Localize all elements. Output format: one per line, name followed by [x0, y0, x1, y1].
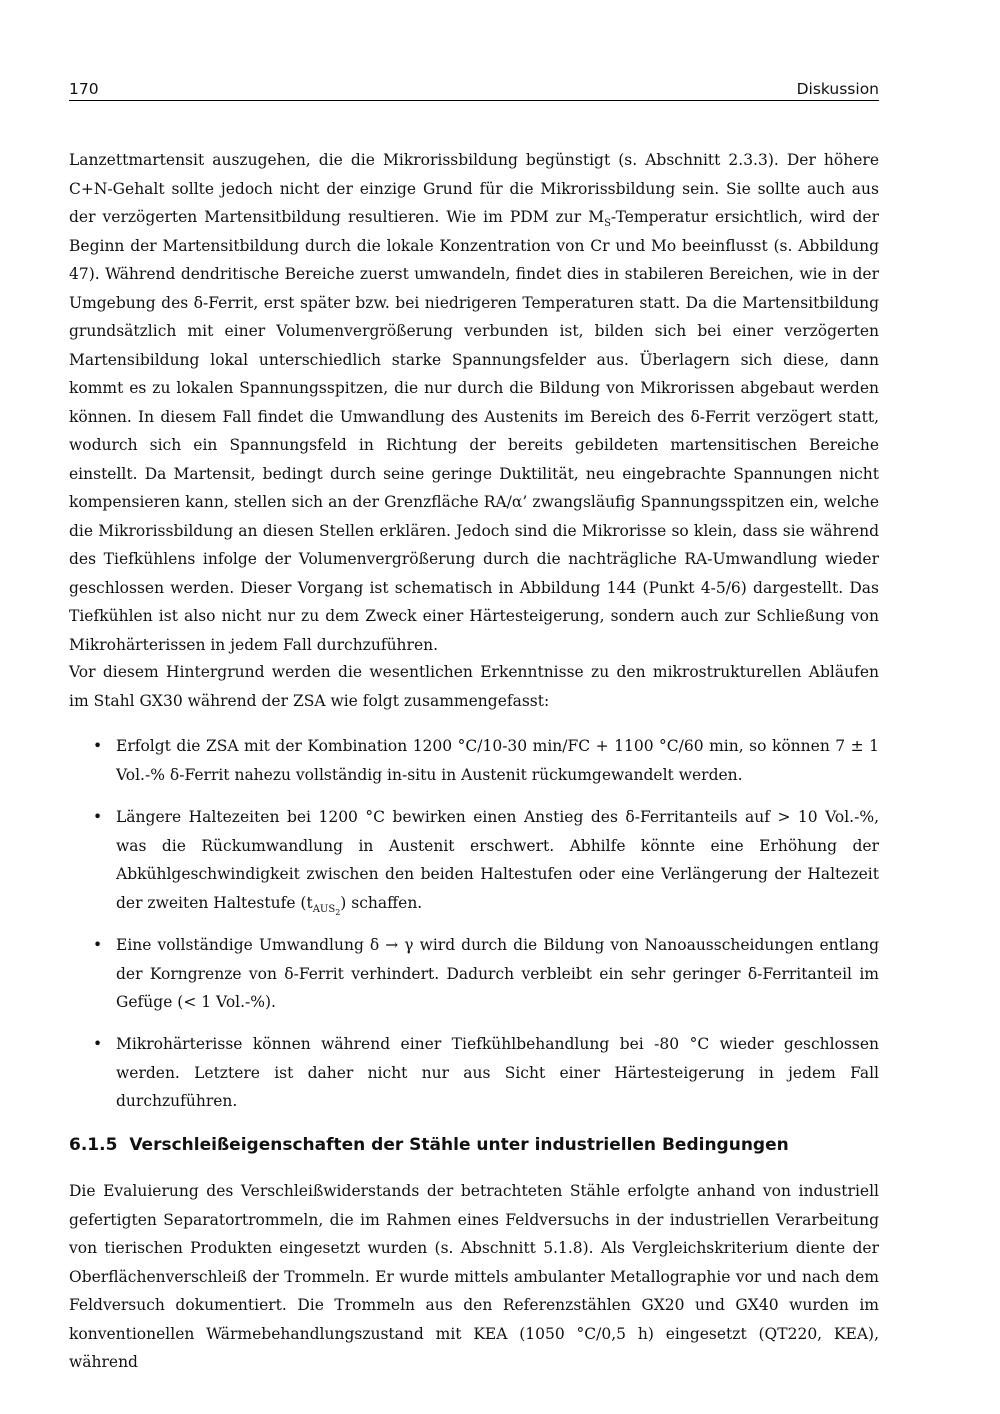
section-title-text: Verschleißeigenschaften der Stähle unter industriellen Bedingungen — [129, 1135, 789, 1155]
bullet-marker: • — [93, 1035, 103, 1053]
ms-subscript: S — [604, 218, 611, 230]
list-item-text: Längere Haltezeiten bei 1200 °C bewirken einen Anstieg des δ-Ferritanteils auf > 10 Vol.-%, was die Rückumwandlung in Austenit erschwert. Abhilfe könnte eine Erhöhung der Abkühlgeschwindigkeit zwischen den beiden Haltestufen oder eine Verlängerung der Haltezeit der zweiten Haltestufe (t — [116, 808, 879, 912]
paragraph-2-text: Vor diesem Hintergrund werden die wesentlichen Erkenntnisse zu den mikrostrukturellen Abläufen im Stahl GX30 während der ZSA wie folgt zusammengefasst: — [69, 663, 879, 710]
ms-symbol: M — [588, 208, 605, 226]
bullet-marker: • — [93, 737, 103, 755]
list-item-text-end: ) schaffen. — [340, 893, 423, 912]
list-item — [69, 803, 879, 917]
list-item — [69, 931, 879, 1016]
paragraph-1-text: Lanzettmartensit auszugehen, die die Mikrorissbildung begünstigt (s. Abschnitt 2.3.3). Der höhere C+N-Gehalt sollte jedoch nicht der einzige Grund für die Mikrorissbildung sein. Sie sollte auch aus der verzögerten Martensitbildung resultieren. Wie im PDM zur — [69, 151, 879, 226]
page-header — [69, 78, 879, 101]
list-item-text: Erfolgt die ZSA mit der Kombination 1200 °C/10-30 min/FC + 1100 °C/60 min, so können 7 ± 1 Vol.-% δ-Ferrit nahezu vollständig in-situ in Austenit rückumgewandelt werden. — [116, 737, 879, 784]
paragraph-1 — [69, 146, 879, 659]
bullet-marker: • — [93, 936, 103, 954]
section-heading — [69, 1135, 879, 1155]
page-number: 170 — [69, 80, 99, 98]
summary-list — [69, 732, 879, 1110]
list-item-text: Eine vollständige Umwandlung δ → γ wird durch die Bildung von Nanoausscheidungen entlang der Korngrenze von δ-Ferrit verhindert. Dadurch verbleibt ein sehr geringer δ-Ferritanteil im Gefüge (< 1 Vol.-%). — [116, 936, 879, 1011]
bullet-marker: • — [93, 808, 103, 826]
taus-subscript: AUS2 — [312, 903, 341, 917]
paragraph-3-text: Die Evaluierung des Verschleißwiderstands der betrachteten Stähle erfolgte anhand von industriell gefertigten Separatortrommeln, die im Rahmen eines Feldversuchs in der industriellen Verarbeitung von tierischen Produkten eingesetzt wurden (s. Abschnitt 5.1.8). Als Vergleichskriterium diente der Oberflächenverschleiß der Trommeln. Er wurde mittels ambulanter Metallographie vor und nach dem Feldversuch dokumentiert. Die Trommeln aus den Referenzstählen GX20 und GX40 wurden im konventionellen Wärmebehandlungszustand mit KEA (1050 °C/0,5 h) eingesetzt (QT220, KEA), während — [69, 1182, 879, 1371]
paragraph-1-rest: -Temperatur ersichtlich, wird der Beginn der Martensitbildung durch die lokale Konzentration von Cr und Mo beeinflusst (s. Abbildung 47). Während dendritische Bereiche zuerst umwandeln, findet dies in stabileren Bereichen, wie in der Umgebung des δ-Ferrit, erst später bzw. bei niedrigeren Temperaturen statt. Da die Martensitbildung grundsätzlich mit einer Volumenvergrößerung verbunden ist, bilden sich bei einer verzögerten Martensibildung lokal unterschiedlich starke Spannungsfelder aus. Überlagern sich diese, dann kommt es zu lokalen Spannungsspitzen, die nur durch die Bildung von Mikrorissen abgebaut werden können. In diesem Fall findet die Umwandlung des Austenits im Bereich des δ-Ferrit verzögert statt, wodurch sich ein Spannungsfeld in Richtung der bereits gebildeten martensitischen Bereiche einstellt. Da Martensit, bedingt durch seine geringe Duktilität, neu eingebrachte Spannungen nicht kompensieren kann, stellen sich an der Grenzfläche RA/α’ zwangsläufig Spannungsspitzen ein, welche die Mikrorissbildung an diesen Stellen erklären. Jedoch sind die Mikrorisse so klein, dass sie während des Tiefkühlens infolge der Volumenvergrößerung durch die nachträgliche RA-Umwandlung wieder geschlossen werden. Dieser Vorgang ist schematisch in Abbildung 144 (Punkt 4-5/6) dargestellt. Das Tiefkühlen ist also nicht nur zu dem Zweck einer Härtesteigerung, sondern auch zur Schließung von Mikrohärterissen in jedem Fall durchzuführen. — [69, 208, 880, 654]
list-item — [69, 732, 879, 789]
running-section-title: Diskussion — [796, 80, 879, 98]
paragraph-2 — [69, 658, 879, 715]
section-number: 6.1.5 — [69, 1135, 118, 1155]
list-item-text: Mikrohärterisse können während einer Tiefkühlbehandlung bei -80 °C wieder geschlossen werden. Letztere ist daher nicht nur aus Sicht einer Härtesteigerung in jedem Fall durchzuführen. — [116, 1035, 879, 1110]
list-item — [69, 1030, 879, 1110]
paragraph-3 — [69, 1177, 879, 1377]
